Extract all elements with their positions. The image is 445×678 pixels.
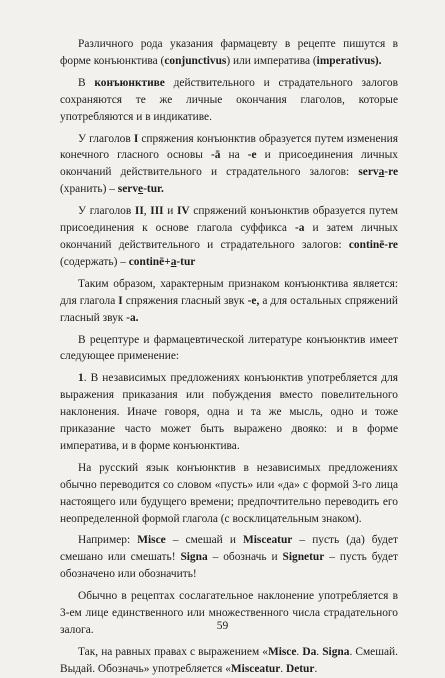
bold-text: I	[133, 132, 139, 145]
text-run: .	[280, 662, 286, 675]
underlined-text: a	[378, 166, 385, 179]
text-run: – смешай и	[165, 534, 244, 547]
underlined-text: e	[138, 183, 144, 196]
text-run: Обычно в рецептах сослагательное наклонение употребляется в 3-ем лице единственного или множественного числа страдательного залога.	[60, 590, 398, 636]
text-run: действительного и страдательного залогов сохраняются те же личные окончания глаголов, которые употребляются и в индикативе.	[60, 76, 398, 123]
text-run: и затем личных окончаний действительного и страдательного залогов:	[60, 222, 398, 251]
text-run: – обозначь и	[207, 551, 283, 564]
bold-text: Da	[302, 645, 317, 658]
bold-text: Detur	[285, 662, 315, 675]
bold-text: imperativus).	[316, 54, 382, 67]
text-run: ) или императива (	[226, 54, 317, 67]
bold-text: Signa	[180, 551, 208, 564]
bold-text: II	[134, 205, 144, 218]
paragraph	[60, 203, 398, 271]
bold-text: -a	[294, 222, 305, 235]
text-run: и присоединения личных окончаний действительного и страдательного залогов:	[60, 149, 398, 179]
paragraph	[60, 75, 398, 126]
bold-text: -e	[247, 149, 257, 162]
underlined-text: a	[170, 255, 177, 268]
bold-text: serv	[358, 166, 379, 179]
bold-text: -ā	[210, 149, 221, 162]
bold-text: Misceatur	[230, 662, 281, 675]
text-run: В	[78, 76, 95, 89]
paragraph	[60, 460, 398, 528]
page-number: 59	[216, 620, 229, 632]
bold-text: Misce	[137, 534, 166, 547]
paragraph	[60, 532, 398, 583]
text-run: – пусть будет обозначено или обозначить!	[60, 551, 398, 581]
bold-text: Signa	[322, 645, 350, 658]
body-text	[60, 36, 398, 678]
text-run: .	[316, 645, 323, 658]
text-run: . В независимых предложениях конъюнктив употребляется для выражения приказания или побуждения вместо повелительного наклонения. Иначе говоря, одна и та же мысль, одно и тоже приказание часто может быть выражено двояко: и в форме императива, и в форме конъюнктива.	[60, 372, 398, 452]
bold-text: -re	[384, 166, 398, 179]
text-run: спряжений конъюнктив образуется путем присоединения к основе глагола суффикса	[60, 205, 398, 235]
bold-text: conjunctivus	[164, 54, 227, 67]
paragraph	[60, 36, 398, 70]
paragraph	[60, 276, 398, 327]
bold-text: -tur	[176, 255, 196, 268]
text-run: .	[296, 645, 303, 658]
paragraph	[60, 644, 398, 678]
text-run: . Смешай. Выдай. Обозначь» употребляется «	[60, 645, 399, 675]
text-run: У глаголов	[78, 205, 135, 218]
paragraph	[60, 131, 398, 199]
bold-text: Signetur	[282, 551, 325, 564]
text-run: спряжения конъюнктив образуется путем изменения конечного гласного основы	[60, 132, 398, 162]
bold-text: IV	[176, 205, 190, 218]
bold-text: конъюнктиве	[94, 76, 165, 89]
text-run: На русский язык конъюнктив в независимых предложениях обычно переводится со словом «пусть» или «да» с формой 3-го лица настоящего или будущего времени; предпочтительно переводить его неопределенной формой глагола (с восклицательным знаком).	[60, 461, 398, 525]
paragraph	[60, 332, 398, 366]
text-run: Различного рода указания фармацевту в рецепте пишутся в форме конъюнктива (	[60, 38, 398, 67]
bold-text: continē-re	[348, 238, 398, 251]
text-run: Таким образом, характерным признаком конъюнктива является: для глагола	[60, 277, 398, 307]
text-run: ,	[143, 205, 151, 218]
text-run: В рецептуре и фармацевтической литературе конъюнктив имеет следующее применение:	[60, 333, 398, 363]
text-run: спряжения гласный звук	[122, 294, 248, 307]
bold-text: 1	[78, 372, 84, 385]
text-run: и	[163, 205, 177, 218]
bold-text: Misce	[267, 645, 297, 658]
text-run: (хранить) –	[60, 183, 118, 196]
bold-text: -tur.	[143, 183, 164, 196]
bold-text: serv	[117, 183, 139, 196]
bold-text: -e,	[247, 294, 260, 307]
bold-text: I	[118, 294, 123, 307]
bold-text: Misceatur	[243, 534, 293, 547]
bold-text: III	[150, 205, 164, 218]
text-run: У глаголов	[78, 132, 134, 145]
bold-text: -a.	[126, 311, 139, 324]
text-run: .	[314, 662, 318, 675]
text-run: а для остальных спряжений гласный звук	[60, 294, 398, 324]
paragraph	[60, 370, 398, 455]
text-run: на	[220, 149, 248, 162]
text-run: Так, на равных правах с выражением «	[78, 645, 268, 658]
bold-text: continē+	[128, 255, 171, 268]
text-run: Например:	[78, 534, 138, 547]
text-run: (содержать) –	[60, 255, 129, 268]
text-run: – пусть (да) будет смешано или смешать!	[60, 534, 398, 564]
